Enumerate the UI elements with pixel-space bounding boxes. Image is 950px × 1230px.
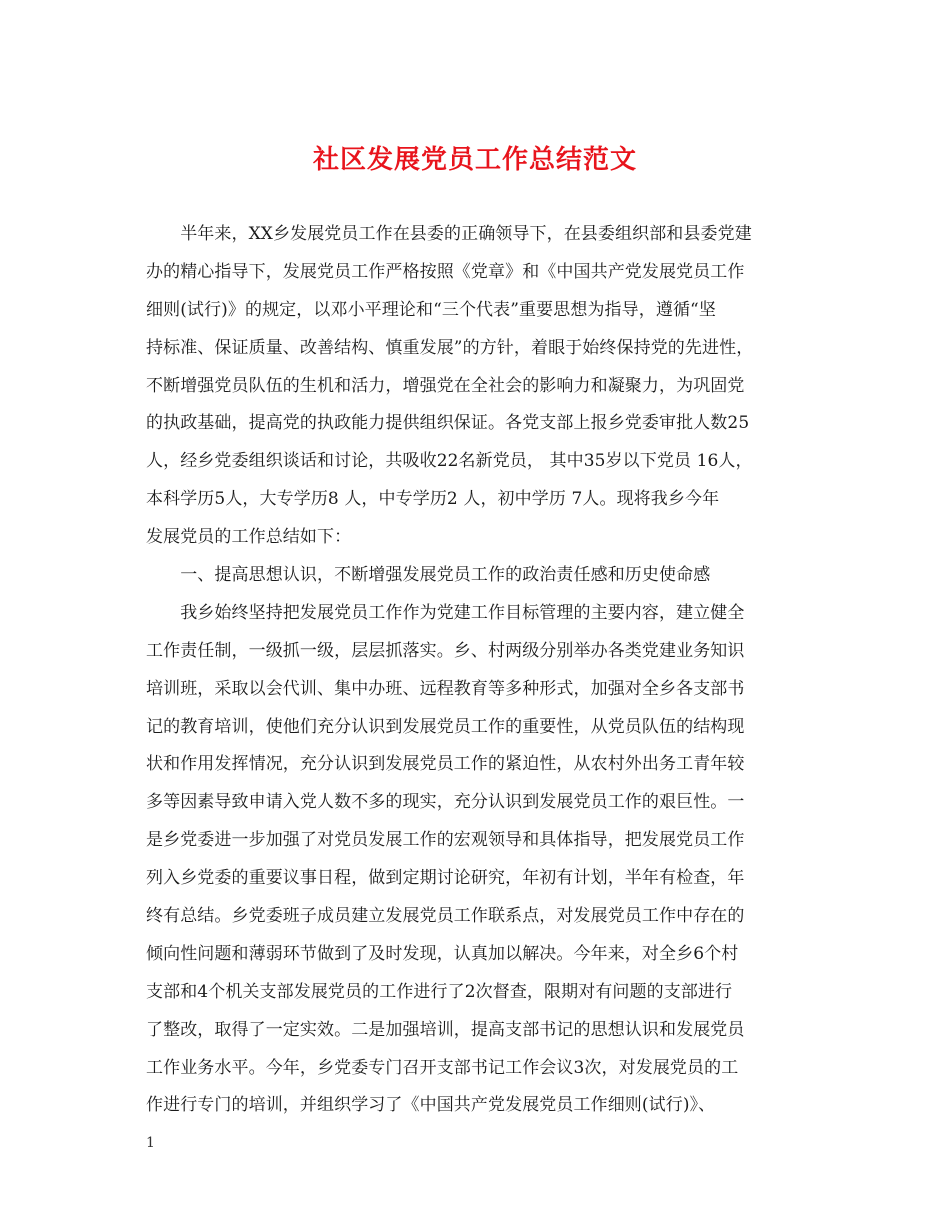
body-text-line: 一、提高思想认识，不断增强发展党员工作的政治责任感和历史使命感 bbox=[146, 565, 711, 586]
body-text-line: 工作业务水平。今年，乡党委专门召开支部书记工作会议3次，对发展党员的工 bbox=[146, 1057, 739, 1078]
body-text-line: 倾向性问题和薄弱环节做到了及时发现，认真加以解决。今年来，对全乡6个村 bbox=[146, 943, 739, 964]
body-text-line: 人，经乡党委组织谈话和讨论，共吸收22名新党员， 其中35岁以下党员 16人， bbox=[146, 451, 753, 472]
document-title: 社区发展党员工作总结范文 bbox=[312, 145, 637, 175]
body-text-line: 培训班，采取以会代训、集中办班、远程教育等多种形式，加强对全乡各支部书 bbox=[146, 678, 745, 699]
body-text-line: 的执政基础，提高党的执政能力提供组织保证。各党支部上报乡党委审批人数25 bbox=[146, 413, 750, 434]
body-text-line: 状和作用发挥情况，充分认识到发展党员工作的紧迫性，从农村外出务工青年较 bbox=[146, 754, 745, 775]
body-text-line: 办的精心指导下，发展党员工作严格按照《党章》和《中国共产党发展党员工作 bbox=[146, 261, 745, 282]
body-text-line: 终有总结。乡党委班子成员建立发展党员工作联系点，对发展党员工作中存在的 bbox=[146, 906, 745, 927]
body-text-line: 多等因素导致申请入党人数不多的现实，充分认识到发展党员工作的艰巨性。一 bbox=[146, 792, 745, 813]
body-text-line: 细则(试行)》的规定，以邓小平理论和“三个代表”重要思想为指导，遵循“坚 bbox=[146, 299, 716, 320]
body-text-line: 了整改，取得了一定实效。二是加强培训，提高支部书记的思想认识和发展党员 bbox=[146, 1019, 745, 1040]
body-text-line: 我乡始终坚持把发展党员工作作为党建工作目标管理的主要内容，建立健全 bbox=[146, 602, 745, 623]
body-text-line: 持标准、保证质量、改善结构、慎重发展”的方针，着眼于始终保持党的先进性， bbox=[146, 337, 754, 358]
body-text-line: 不断增强党员队伍的生机和活力，增强党在全社会的影响力和凝聚力，为巩固党 bbox=[146, 375, 745, 396]
body-text-line: 记的教育培训，使他们充分认识到发展党员工作的重要性，从党员队伍的结构现 bbox=[146, 716, 745, 737]
document-body bbox=[146, 216, 806, 1125]
body-text-line: 半年来，XX乡发展党员工作在县委的正确领导下，在县委组织部和县委党建 bbox=[146, 224, 752, 244]
body-text-line: 列入乡党委的重要议事日程，做到定期讨论研究，年初有计划，半年有检查，年 bbox=[146, 868, 745, 889]
body-text-line: 工作责任制，一级抓一级，层层抓落实。乡、村两级分别举办各类党建业务知识 bbox=[146, 640, 745, 661]
body-text-line: 支部和4个机关支部发展党员的工作进行了2次督查，限期对有问题的支部进行 bbox=[146, 981, 733, 1002]
body-text-line: 是乡党委进一步加强了对党员发展工作的宏观领导和具体指导，把发展党员工作 bbox=[146, 830, 745, 851]
body-text-line: 发展党员的工作总结如下： bbox=[146, 527, 352, 548]
body-text-line: 本科学历5人，大专学历8 人，中专学历2 人，初中学历 7人。现将我乡今年 bbox=[146, 489, 720, 510]
body-text-line: 作进行专门的培训，并组织学习了《中国共产党发展党员工作细则(试行)》、 bbox=[146, 1095, 716, 1116]
page-number: 1 bbox=[146, 1135, 155, 1151]
